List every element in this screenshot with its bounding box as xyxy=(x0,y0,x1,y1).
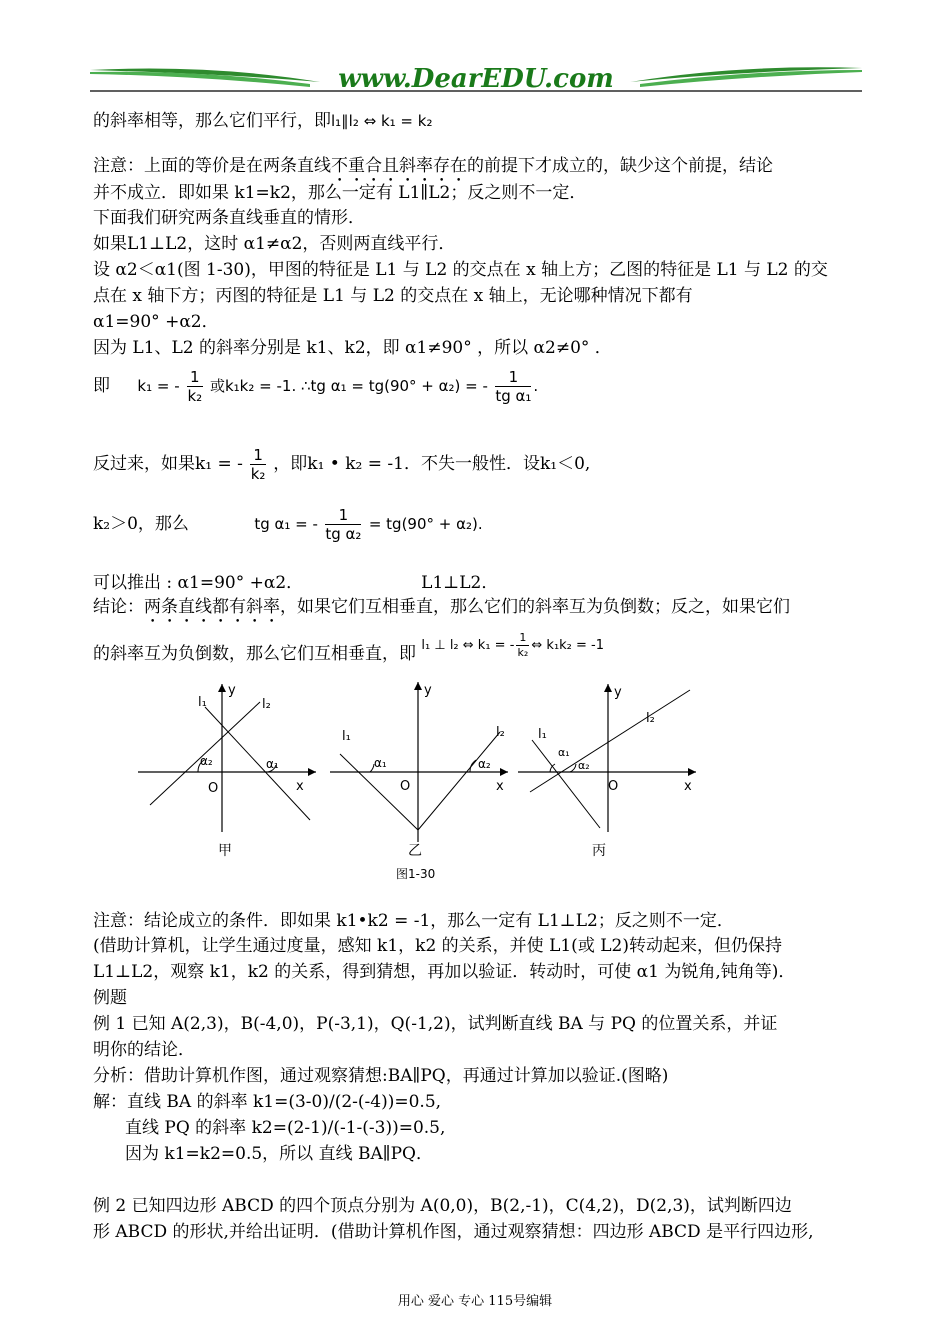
header-swoosh-graphic xyxy=(90,60,862,96)
label-l2: l₂ xyxy=(496,725,505,740)
label-y-axis: y xyxy=(614,685,622,700)
text-line: 设 α2＜α1(图 1-30)，甲图的特征是 L1 与 L2 的交点在 x 轴上方；乙图的特征是 L1 与 L2 的交 xyxy=(93,260,828,280)
text-line: 点在 x 轴下方；丙图的特征是 L1 与 L2 的交点在 x 轴上，无论哪种情况下都有 xyxy=(93,286,693,306)
label-origin: O xyxy=(608,779,619,794)
formula-text: tg α₁ = - xyxy=(254,515,318,533)
label-alpha1: α₁ xyxy=(558,746,570,759)
site-url: www.DearEDU.com xyxy=(338,64,614,94)
text-line: 因为 L1、L2 的斜率分别是 k1、k2，即 α1≠90° ，所以 α2≠0° ． xyxy=(93,338,612,358)
fraction-one-over-k2 xyxy=(516,631,529,660)
label-y-axis: y xyxy=(228,683,236,698)
text-line: (借助计算机，让学生通过度量，感知 k1，k2 的关系，并使 L1(或 L2)转动起来，但仍保持 xyxy=(93,936,782,956)
text-line: 明你的结论． xyxy=(93,1040,195,1060)
site-header-banner xyxy=(90,60,862,96)
text-line: 因为 k1=k2=0.5，所以 直线 BA∥PQ． xyxy=(125,1144,433,1164)
fraction-numerator: 1 xyxy=(187,368,203,387)
text-line: 注意：结论成立的条件．即如果 k1•k2 = -1，那么一定有 L1⊥L2；反之则不一定． xyxy=(93,911,734,931)
text-line xyxy=(93,110,432,132)
text-line: 下面我们研究两条直线垂直的情形． xyxy=(93,208,365,228)
text-span: ，如果它们互相垂直，那么它们的斜率互为负倒数；反之，如果它们 xyxy=(280,597,790,617)
fraction-numerator: 1 xyxy=(516,631,529,646)
fraction-denominator: k₂ xyxy=(187,387,203,405)
perpendicular-equivalence-formula xyxy=(421,631,605,659)
text-span: k₂＞0，那么 xyxy=(93,514,189,534)
formula-text: l₁ ⊥ l₂ ⇔ k₁ = - xyxy=(421,638,515,653)
label-x-axis: x xyxy=(496,779,504,794)
fraction-numerator: 1 xyxy=(250,446,266,465)
text-line xyxy=(93,596,790,627)
label-alpha2: α₂ xyxy=(478,757,491,771)
panel-label: 甲 xyxy=(218,843,232,859)
label-y-axis: y xyxy=(424,683,432,698)
label-alpha2: α₂ xyxy=(578,759,590,772)
text-line: 形 ABCD 的形状,并给出证明．(借助计算机作图，通过观察猜想：四边形 ABCD 是平行四边形, xyxy=(93,1222,814,1242)
label-l1: l₁ xyxy=(538,727,547,742)
label-x-axis: x xyxy=(684,779,692,794)
text-span: 结论： xyxy=(93,597,144,617)
fraction-one-over-tg-alpha2 xyxy=(325,506,361,543)
label-alpha1: α₁ xyxy=(374,756,387,770)
text-span: 即 xyxy=(93,376,110,396)
fraction-one-over-k2 xyxy=(187,368,203,405)
formula-text: ⇔ k₁k₂ = -1 xyxy=(531,638,605,653)
text-line xyxy=(93,572,498,594)
formula-line: 即 k₁ = - $\frac{1}{\text{k₂}}$ 或k₁k₂ = -1. ∴tg α₁ = tg(90° + α₂) = - $\frac{1}{\text{tg α₁}}$ . xyxy=(93,368,539,405)
label-x-axis: x xyxy=(296,779,304,794)
formula-text: ，即k₁ • k₂ = -1．不失一般性．设k₁＜0, xyxy=(273,454,591,474)
label-origin: O xyxy=(400,779,411,794)
text-span: L1⊥L2． xyxy=(421,573,499,593)
text-line: 分析：借助计算机作图，通过观察猜想:BA∥PQ，再通过计算加以验证.(图略) xyxy=(93,1066,669,1086)
fraction-denominator: k₂ xyxy=(250,465,266,483)
figure-panel-yi xyxy=(330,682,508,859)
text-line: 并不成立．即如果 k1=k2，那么一定有 L1∥L2；反之则不一定． xyxy=(93,183,587,203)
formula-text: 或k₁k₂ = -1. ∴tg α₁ = tg(90° + α₂) = - xyxy=(209,377,488,395)
label-l2: l₂ xyxy=(646,711,655,726)
panel-label: 乙 xyxy=(408,843,422,859)
figure-caption: 图1-30 xyxy=(396,867,436,881)
fraction-denominator: tg α₁ xyxy=(495,387,532,405)
page-footer: 用心 爱心 专心 115号编辑 xyxy=(397,1294,553,1309)
formula-line xyxy=(93,440,590,488)
formula-line xyxy=(93,500,483,548)
figure-1-30 xyxy=(130,672,710,884)
label-l2: l₂ xyxy=(262,697,271,712)
formula-text: = tg(90° + α₂). xyxy=(368,515,483,533)
text-line: 例 2 已知四边形 ABCD 的四个顶点分别为 A(0,0)，B(2,-1)，C(4,2)，D(2,3)，试判断四边 xyxy=(93,1196,792,1216)
label-alpha2: α₂ xyxy=(200,754,213,768)
fraction-denominator: k₂ xyxy=(517,646,529,659)
text-span: 的斜率相等，那么它们平行，即 xyxy=(93,111,331,131)
text-line: 直线 PQ 的斜率 k2=(2-1)/(-1-(-3))=0.5, xyxy=(125,1118,446,1138)
label-alpha1: α₁ xyxy=(266,757,279,771)
text-span: 的前提下才成立的，缺少这个前提，结论 xyxy=(467,156,773,176)
text-line: α1=90° +α2． xyxy=(93,312,219,332)
fraction-one-over-tg-alpha1 xyxy=(495,368,531,405)
text-line: 解：直线 BA 的斜率 k1=(3-0)/(2-(-4))=0.5, xyxy=(93,1092,442,1112)
label-origin: O xyxy=(208,781,219,796)
text-line: 如果L1⊥L2，这时 α1≠α2，否则两直线平行． xyxy=(93,234,456,254)
fraction-denominator: tg α₂ xyxy=(325,525,362,543)
text-line: L1⊥L2，观察 k1，k2 的关系，得到猜想，再加以验证．转动时，可使 α1 为锐角,钝角等)． xyxy=(93,962,796,982)
formula-text: 反过来，如果k₁ = - xyxy=(93,454,243,474)
fraction-one-over-k2 xyxy=(250,446,266,483)
fraction-numerator: 1 xyxy=(495,368,531,387)
text-line: 例 1 已知 A(2,3)，B(-4,0)，P(-3,1)，Q(-1,2)，试判断直线 BA 与 PQ 的位置关系，并证 xyxy=(93,1014,778,1034)
figure-panel-jia xyxy=(138,683,316,859)
text-line: 例题 xyxy=(93,988,127,1008)
panel-label: 丙 xyxy=(592,843,606,859)
fraction-numerator: 1 xyxy=(325,506,361,525)
parallel-equivalence-formula: l₁∥l₂ ⇔ k₁ = k₂ xyxy=(331,112,433,130)
label-l1: l₁ xyxy=(342,729,351,744)
emphasized-text: 两条直线都有斜率 xyxy=(144,597,280,617)
formula-line xyxy=(93,632,604,676)
label-l1: l₁ xyxy=(198,695,207,710)
text-span: 的斜率互为负倒数，那么它们互相垂直，即 xyxy=(93,644,416,664)
text-span: 可以推出 : α1=90° +α2． xyxy=(93,573,304,593)
text-span: 注意：上面的等价是在两条直线 xyxy=(93,156,331,176)
emphasized-text: 不重合且斜率存在 xyxy=(331,156,467,176)
figure-panel-bing xyxy=(518,684,696,859)
formula-text: k₁ = - xyxy=(137,377,180,395)
